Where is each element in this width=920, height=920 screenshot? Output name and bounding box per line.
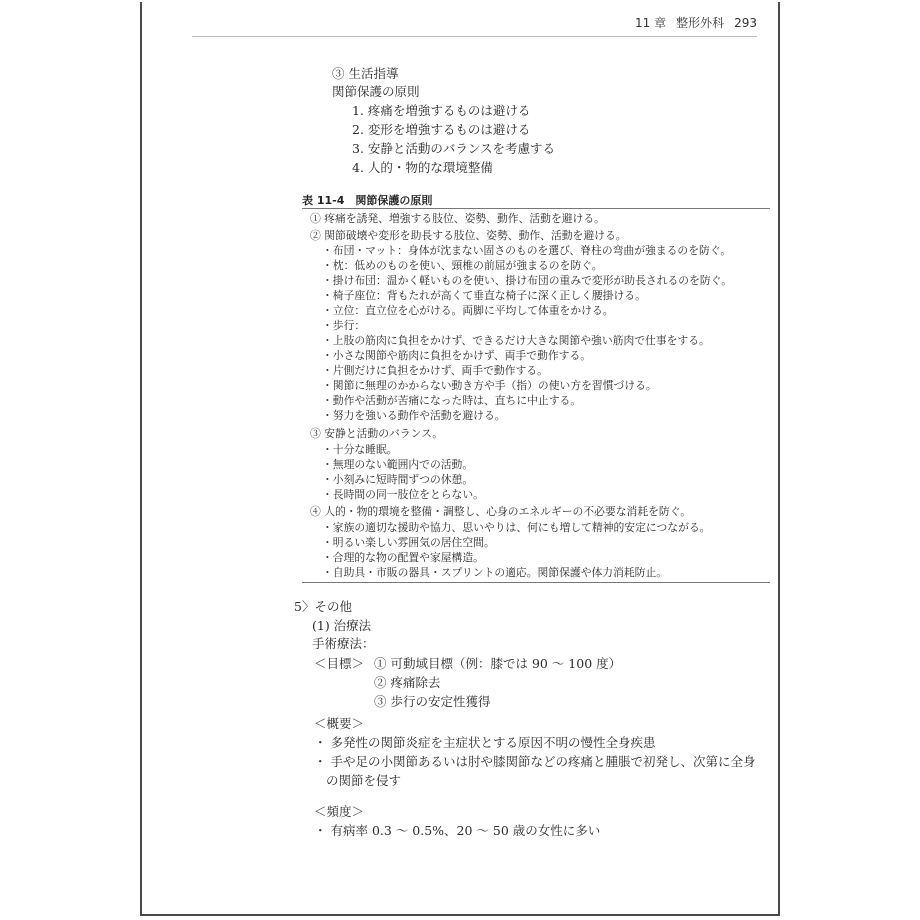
other-heading: 5〉その他	[294, 599, 352, 614]
summary-line: ・ 手や足の小関節あるいは肘や膝関節などの疼痛と腫脹で初発し、次第に全身	[314, 754, 756, 769]
table-bullet: ・布団・マット：身体が沈まない固さのものを選び、脊柱の弯曲が強まるのを防ぐ。	[322, 244, 732, 257]
table-bullet: ・片側だけに負担をかけず、両手で動作する。	[322, 364, 548, 377]
table-bullet: ・掛け布団：温かく軽いものを使い、掛け布団の重みで変形が助長されるのを防ぐ。	[322, 274, 733, 287]
frequency-label: ＜頻度＞	[314, 804, 365, 819]
chapter-number: 11 章	[634, 16, 667, 30]
page-number: 293	[734, 16, 757, 30]
table-bullet: ・枕：低めのものを使い、頸椎の前屈が強まるのを防ぐ。	[322, 259, 603, 272]
goal-item: ② 疼痛除去	[374, 675, 441, 690]
table-item-main: ② 関節破壊や変形を助長する肢位、姿勢、動作、活動を避ける。	[310, 229, 627, 242]
table-bullet: ・合理的な物の配置や家屋構造。	[322, 551, 484, 564]
principle-item: 1. 疼痛を増強するものは避ける	[352, 103, 531, 118]
summary-label: ＜概要＞	[314, 716, 365, 731]
surgery-label: 手術療法：	[312, 636, 375, 651]
goal-item: ③ 歩行の安定性獲得	[374, 694, 491, 709]
table-item-main: ④ 人的・物的環境を整備・調整し、心身のエネルギーの不必要な消耗を防ぐ。	[310, 505, 692, 518]
table-bullet: ・明るい楽しい雰囲気の居住空間。	[322, 536, 495, 549]
table-bullet: ・努力を強いる動作や活動を避ける。	[322, 409, 506, 422]
table-bullet: ・動作や活動が苦痛になった時は、直ちに中止する。	[322, 394, 582, 407]
treatment-heading: (1) 治療法	[312, 618, 372, 633]
table-title: 表 11-4 関節保護の原則	[302, 194, 433, 207]
table-bullet: ・小刻みに短時間ずつの休憩。	[322, 473, 474, 486]
table-bullet: ・歩行：	[322, 319, 366, 332]
table-bullet: ・上肢の筋肉に負担をかけず、できるだけ大きな関節や強い筋肉で仕事をする。	[322, 334, 710, 347]
table-bullet: ・自助具・市販の器具・スプリントの適応。関節保護や体力消耗防止。	[322, 566, 668, 579]
goal-label: ＜目標＞	[314, 656, 365, 671]
principle-item: 2. 変形を増強するものは避ける	[352, 122, 531, 137]
principle-item: 3. 安静と活動のバランスを考慮する	[352, 141, 556, 156]
table-bullet: ・家族の適切な援助や協力、思いやりは、何にも増して精神的安定につながる。	[322, 521, 711, 534]
summary-line: ・ 多発性の関節炎症を主症状とする原因不明の慢性全身疾患	[314, 735, 656, 750]
frequency-line: ・ 有病率 0.3 ～ 0.5%、20 ～ 50 歳の女性に多い	[314, 823, 601, 838]
running-header	[192, 8, 757, 37]
table-bullet: ・小さな関節や筋肉に負担をかけず、両手で動作する。	[322, 349, 592, 362]
table-bullet: ・立位：直立位を心がける。両脚に平均して体重をかける。	[322, 304, 614, 317]
summary-line: の関節を侵す	[326, 773, 402, 788]
table-top-rule	[302, 208, 770, 209]
document-page	[140, 2, 780, 916]
table-bullet: ・関節に無理のかからない動き方や手（指）の使い方を習慣づける。	[322, 379, 657, 392]
life-guidance-heading: ③ 生活指導	[332, 66, 399, 81]
chapter-title: 整形外科	[676, 16, 725, 30]
table-bullet: ・椅子座位：背もたれが高くて垂直な椅子に深く正しく腰掛ける。	[322, 289, 646, 302]
joint-protection-subheading: 関節保護の原則	[332, 84, 420, 99]
table-bullet: ・無理のない範囲内での活動。	[322, 458, 474, 471]
goal-item: ① 可動域目標（例：膝では 90 ～ 100 度）	[374, 656, 622, 671]
table-item-main: ③ 安静と活動のバランス。	[310, 427, 443, 440]
table-bullet: ・長時間の同一肢位をとらない。	[322, 488, 484, 501]
principle-item: 4. 人的・物的な環境整備	[352, 160, 493, 175]
table-bottom-rule	[302, 582, 770, 583]
table-bullet: ・十分な睡眠。	[322, 443, 398, 456]
table-item-main: ① 疼痛を誘発、増強する肢位、姿勢、動作、活動を避ける。	[310, 212, 605, 225]
